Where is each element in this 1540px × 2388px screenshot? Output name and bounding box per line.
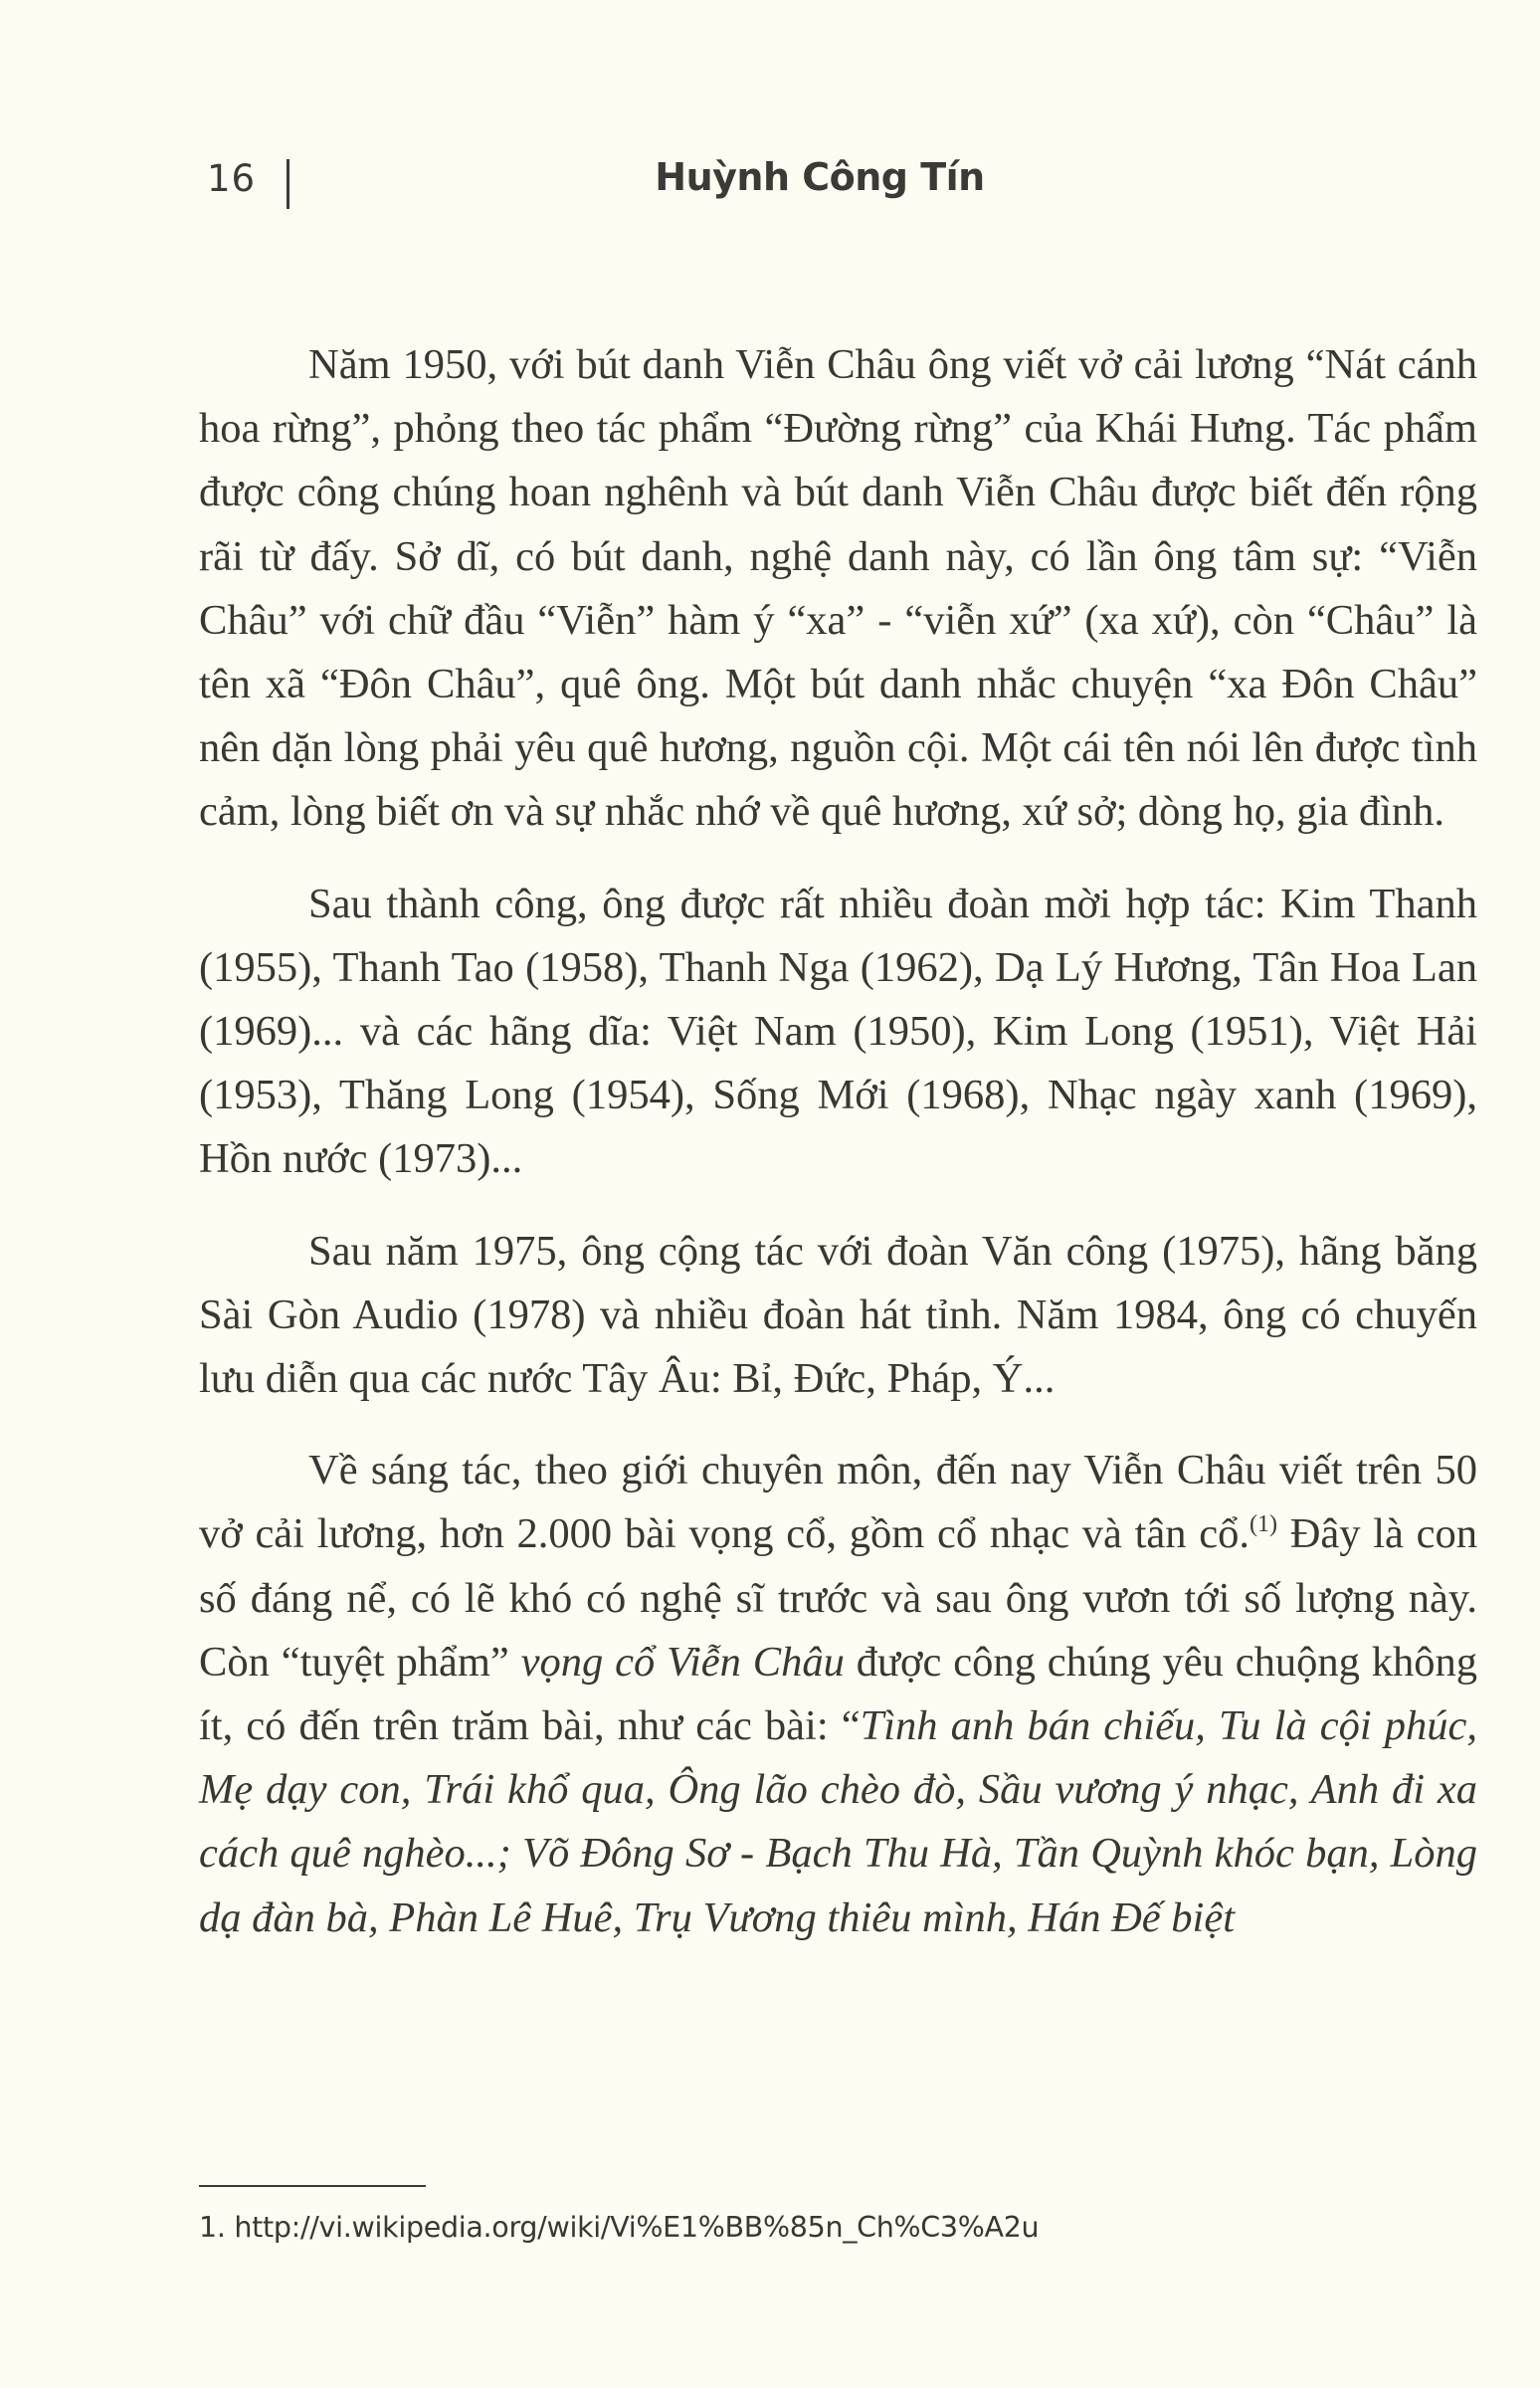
body-text (199, 333, 1477, 1950)
paragraph: Sau năm 1975, ông cộng tác với đoàn Văn công (1975), hãng băng Sài Gòn Audio (1978) và nhiều đoàn hát tỉnh. Năm 1984, ông có chuyến lưu diễn qua các nước Tây Âu: Bỉ, Đức, Pháp, Ý... (199, 1227, 1477, 1403)
paragraph: Sau thành công, ông được rất nhiều đoàn mời hợp tác: Kim Thanh (1955), Thanh Tao (1958), Thanh Nga (1962), Dạ Lý Hương, Tân Hoa Lan (1969)... và các hãng dĩa: Việt Nam (1950), Kim Long (1951), Việt Hải (1953), Thăng Long (1954), Sống Mới (1968), Nhạc ngày xanh (1969), Hồn nước (1973)... (199, 880, 1477, 1183)
page-header (0, 0, 1540, 239)
footnote: 1. http://vi.wikipedia.org/wiki/Vi%E1%BB%85n_Ch%C3%A2u (199, 2211, 1040, 2244)
paragraph (199, 1439, 1477, 1950)
paragraph: Năm 1950, với bút danh Viễn Châu ông viết vở cải lương “Nát cánh hoa rừng”, phỏng theo tác phẩm “Đường rừng” của Khái Hưng. Tác phẩm được công chúng hoan nghênh và bút danh Viễn Châu được biết đến rộng rãi từ đấy. Sở dĩ, có bút danh, nghệ danh này, có lần ông tâm sự: “Viễn Châu” với chữ đầu “Viễn” hàm ý “xa” - “viễn xứ” (xa xứ), còn “Châu” là tên xã “Đôn Châu”, quê ông. Một bút danh nhắc chuyện “xa Đôn Châu” nên dặn lòng phải yêu quê hương, nguồn cội. Một cái tên nói lên được tình cảm, lòng biết ơn và sự nhắc nhớ về quê hương, xứ sở; dòng họ, gia đình. (199, 341, 1477, 836)
running-title: Huỳnh Công Tín (655, 155, 985, 199)
paragraph-text: Đây là con số đáng nể, có lẽ khó có nghệ sĩ trước và sau ông vươn tới số lượng này. Còn “tuyệt phẩm” (199, 1510, 1478, 1686)
italic-text: vọng cổ Viễn Châu (520, 1638, 845, 1686)
paragraph-text: Về sáng tác, theo giới chuyên môn, đến nay Viễn Châu viết trên 50 vở cải lương, hơn 2.000 bài vọng cổ, gồm cổ nhạc và tân cổ. (199, 1447, 1477, 1558)
paragraph-text: được công chúng yêu chuộng không ít, có đến trên trăm bài, như các bài: “ (199, 1638, 1477, 1750)
song-titles: Tình anh bán chiếu, Tu là cội phúc, Mẹ dạy con, Trái khổ qua, Ông lão chèo đò, Sầu vương ý nhạc, Anh đi xa cách quê nghèo...; Võ Đông Sơ - Bạch Thu Hà, Tần Quỳnh khóc bạn, Lòng dạ đàn bà, Phàn Lê Huê, Trụ Vương thiêu mình, Hán Đế biệt (199, 1702, 1477, 1941)
footnote-reference[interactable]: (1) (1250, 1511, 1277, 1538)
footnote-divider (199, 2185, 426, 2187)
page-number: 16 (207, 157, 257, 200)
